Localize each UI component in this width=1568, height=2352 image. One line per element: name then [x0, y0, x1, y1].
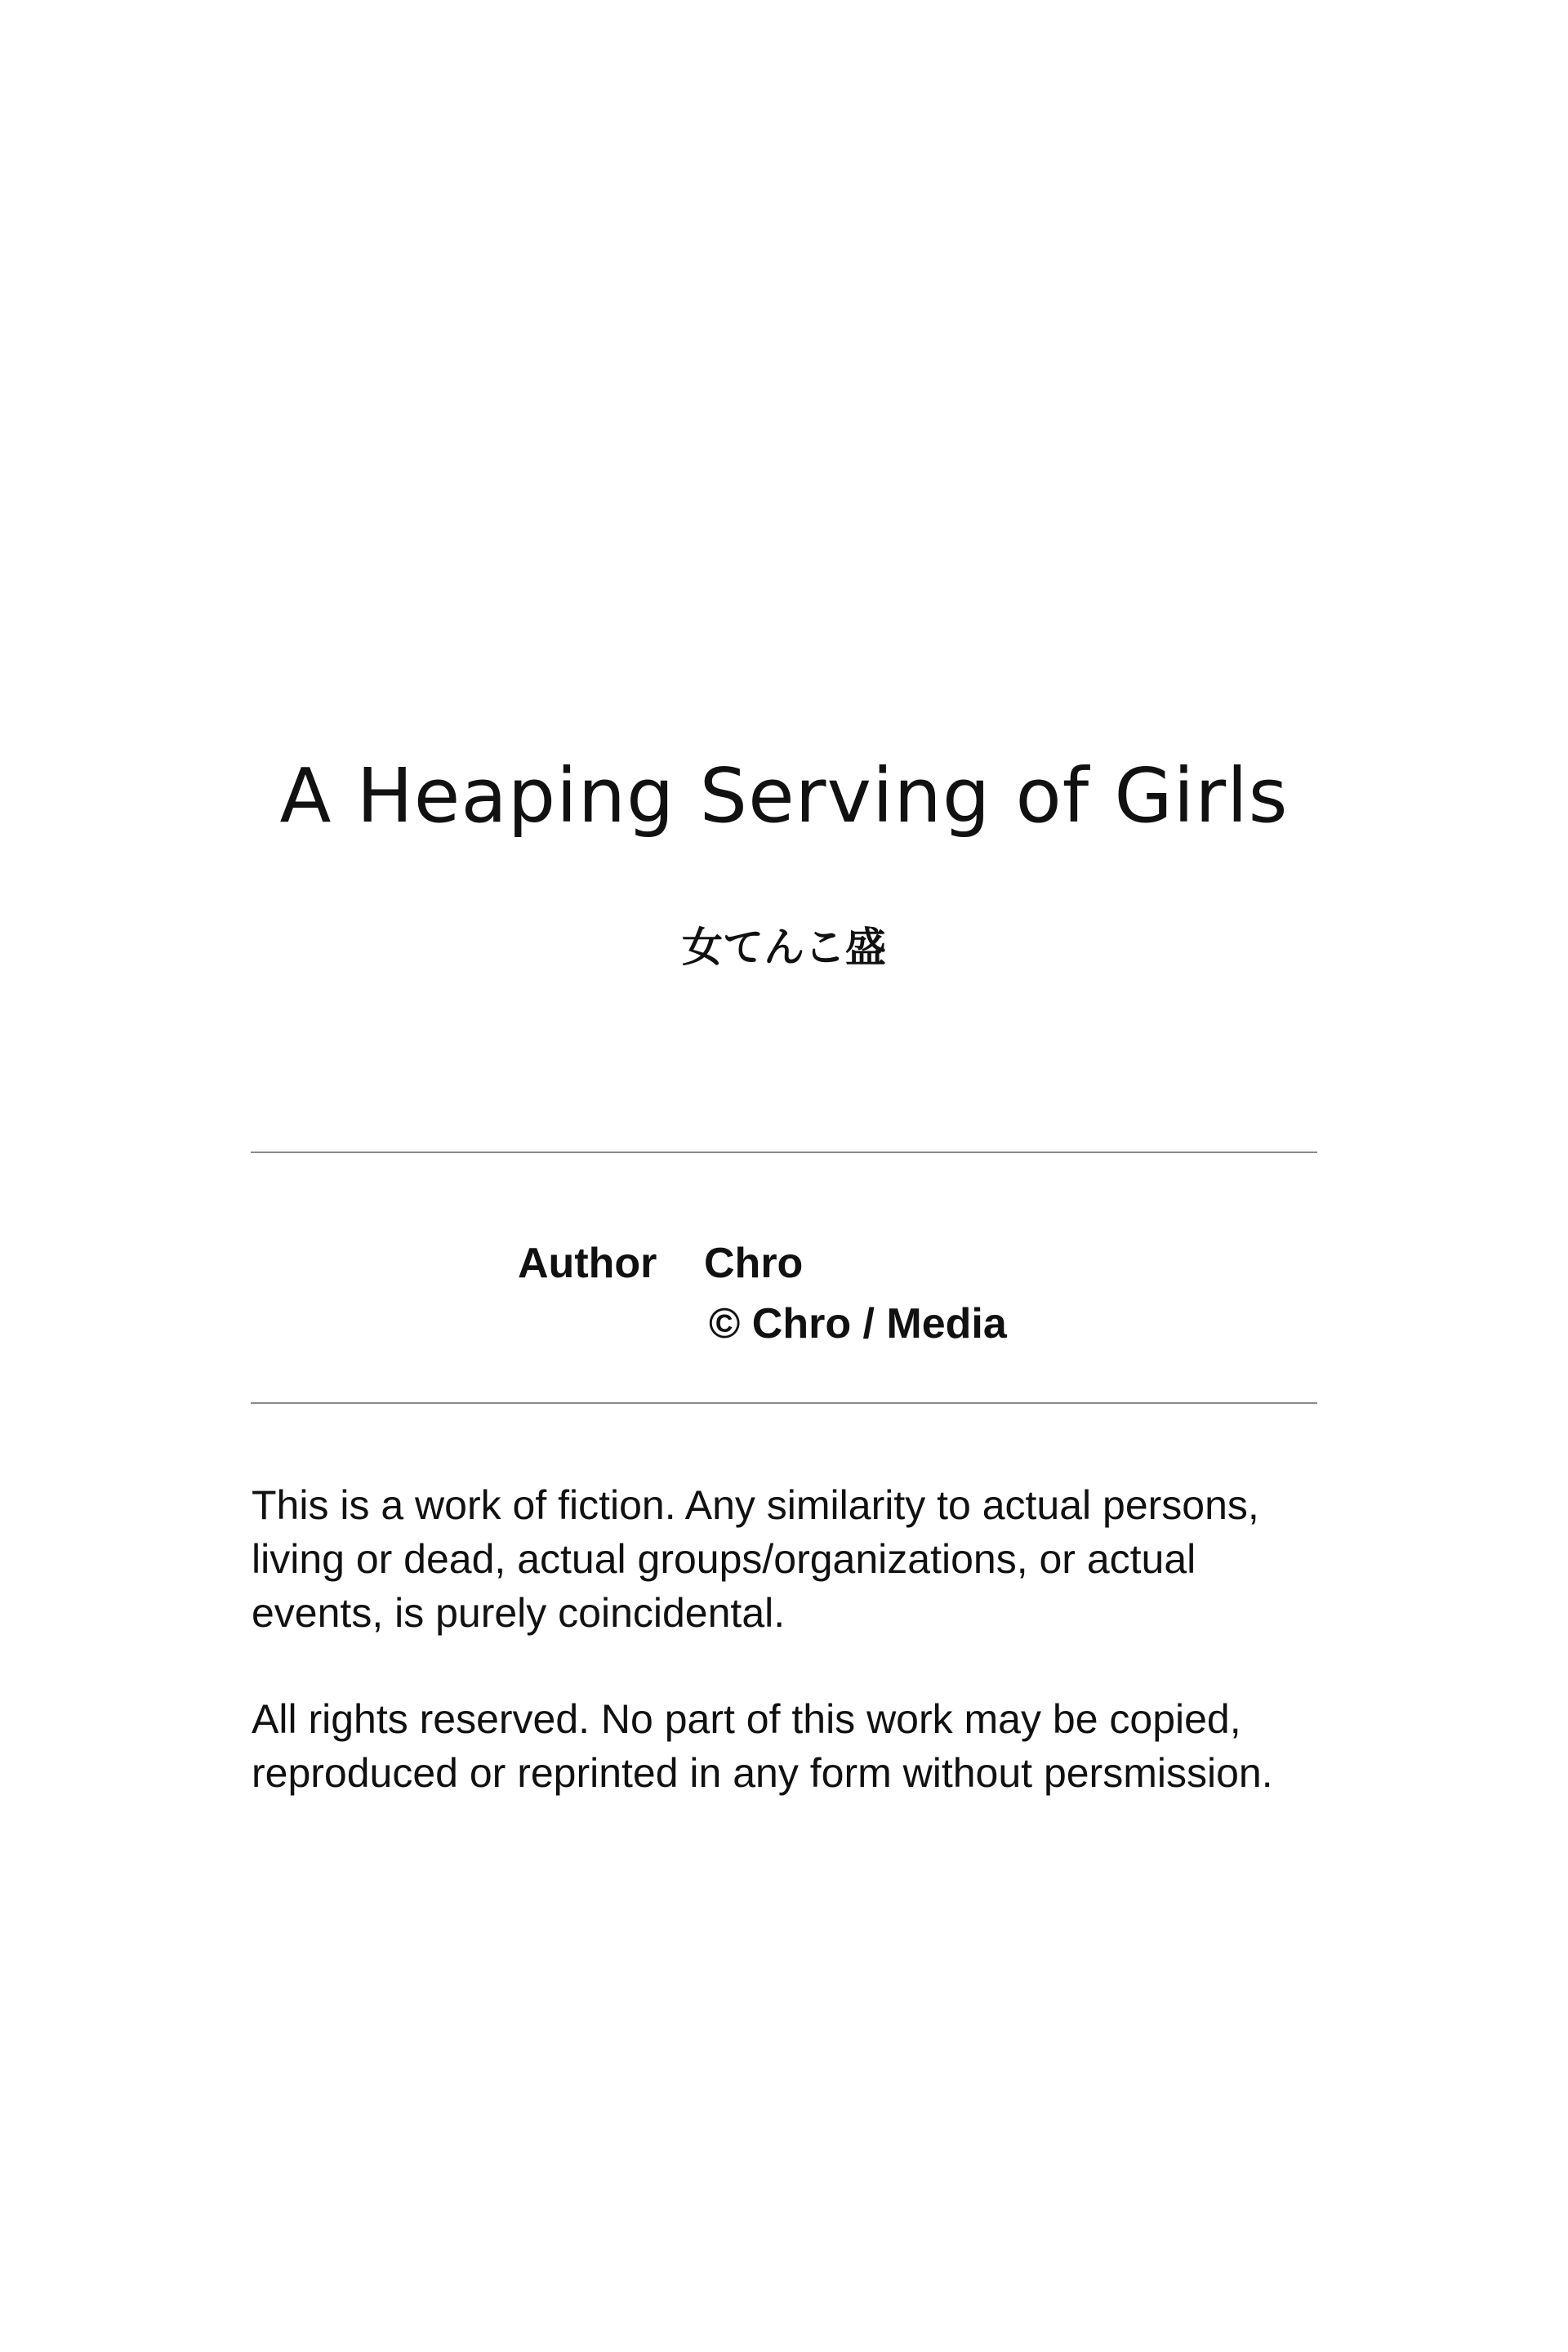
fiction-notice-line: This is a work of fiction. Any similarity to actual persons, [252, 1482, 1259, 1528]
copyright-line: © Chro / Media [709, 1300, 1007, 1348]
fiction-notice-line: living or dead, actual groups/organizations, or actual [252, 1536, 1196, 1582]
author-label: Author [518, 1240, 657, 1287]
author-name: Chro [704, 1240, 804, 1287]
book-subtitle-japanese: 女てんこ盛 [682, 924, 886, 971]
author-row [518, 1233, 1007, 1294]
top-divider [251, 1152, 1317, 1153]
bottom-divider [251, 1402, 1317, 1404]
rights-notice-line: reproduced or reprinted in any form without persmission. [252, 1750, 1273, 1796]
rights-notice-line: All rights reserved. No part of this work may be copied, [252, 1696, 1241, 1742]
disclaimer-block [252, 1478, 1330, 1800]
credits-block [518, 1233, 1007, 1354]
book-title: A Heaping Serving of Girls [279, 752, 1289, 840]
paragraph-spacer [252, 1640, 1330, 1692]
fiction-notice-line: events, is purely coincidental. [252, 1590, 786, 1636]
